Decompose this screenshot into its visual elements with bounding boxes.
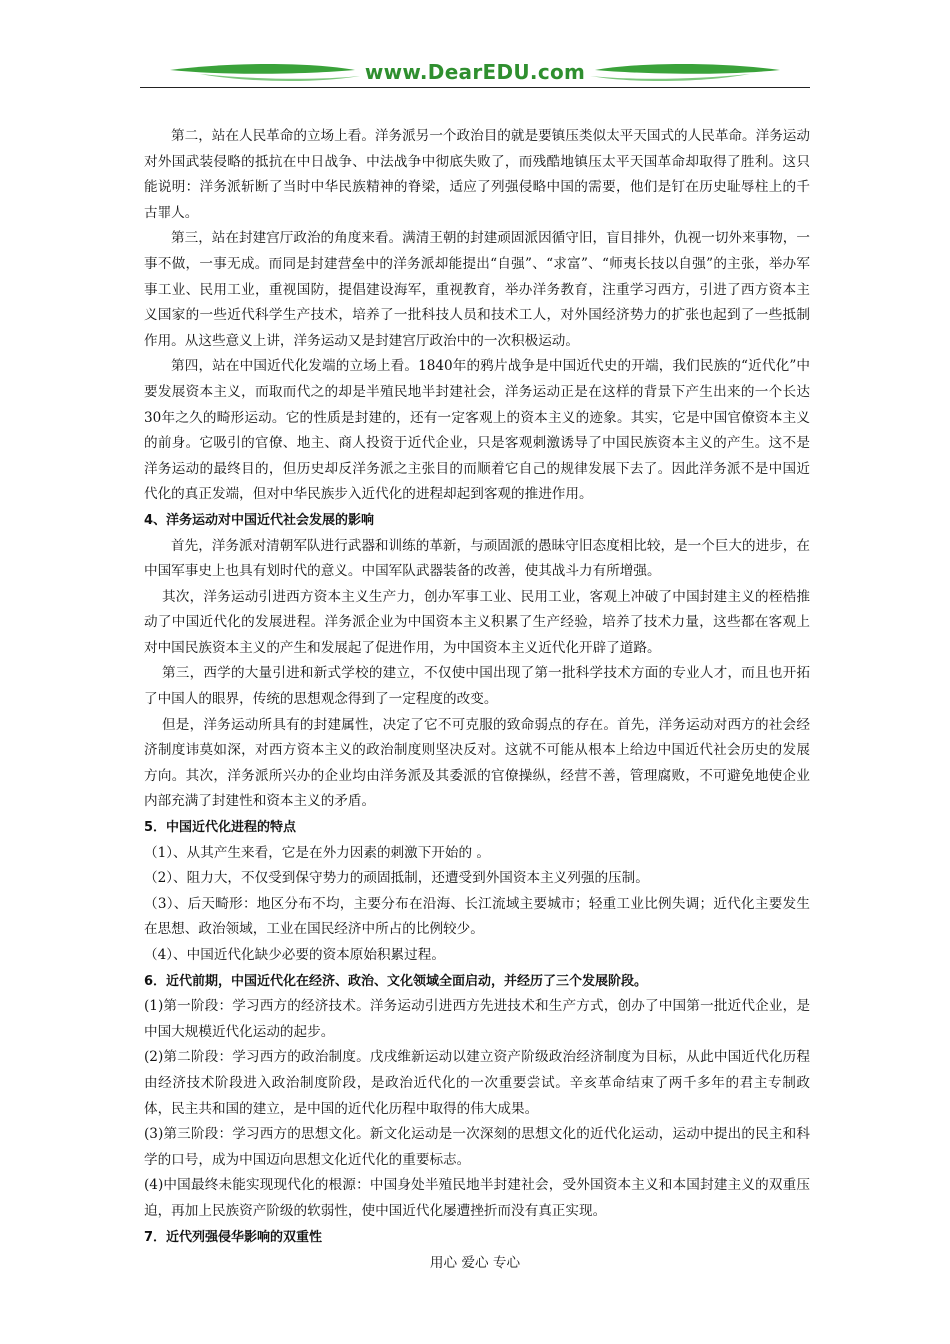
document-body — [144, 124, 810, 1250]
paragraph: (2)第二阶段：学习西方的政治制度。戊戌维新运动以建立资产阶级政治经济制度为目标，从此中国近代化历程由经济技术阶段进入政治制度阶段，是政治近代化的一次重要尝试。辛亥革命结束了两千多年的君主专制政体，民主共和国的建立，是中国的近代化历程中取得的伟大成果。 — [144, 1049, 810, 1117]
paragraph: 首先，洋务派对清朝军队进行武器和训练的革新，与顽固派的愚昧守旧态度相比较，是一个巨大的进步，在中国军事史上也具有划时代的意义。中国军队武器装备的改善，使其战斗力有所增强。 — [144, 537, 810, 580]
page-footer: 用心 爱心 专心 — [429, 1255, 521, 1271]
site-logo-text: www.DearEDU.com — [364, 60, 586, 84]
paragraph: 第三，西学的大量引进和新式学校的建立，不仅使中国出现了第一批科学技术方面的专业人才，而且也开拓了中国人的眼界，传统的思想观念得到了一定程度的改变。 — [144, 665, 810, 708]
paragraph: 其次，洋务运动引进西方资本主义生产力，创办军事工业、民用工业，客观上冲破了中国封建主义的桎梏推动了中国近代化的发展进程。洋务派企业为中国资本主义积累了生产经验，培养了技术力量，这些都在客观上对中国民族资本主义的产生和发展起了促进作用，为中国资本主义近代化开辟了道路。 — [144, 588, 810, 656]
paragraph: 第二，站在人民革命的立场上看。洋务派另一个政治目的就是要镇压类似太平天国式的人民革命。洋务运动对外国武装侵略的抵抗在中日战争、中法战争中彻底失败了，而残酷地镇压太平天国革命却取得了胜利。这只能说明：洋务派斩断了当时中华民族精神的脊梁，适应了列强侵略中国的需要，他们是钉在历史耻辱柱上的千古罪人。 — [144, 128, 810, 221]
section-heading: 4、洋务运动对中国近代社会发展的影响 — [144, 512, 375, 528]
header-divider — [140, 87, 810, 88]
paragraph: 但是，洋务运动所具有的封建属性，决定了它不可克服的致命弱点的存在。首先，洋务运动对西方的社会经济制度讳莫如深，对西方资本主义的政治制度则坚决反对。这就不可能从根本上给边中国近代社会历史的发展方向。其次，洋务派所兴办的企业均由洋务派及其委派的官僚操纵，经营不善，管理腐败，不可避免地使企业内部充满了封建性和资本主义的矛盾。 — [144, 716, 810, 810]
paragraph: (3)第三阶段：学习西方的思想文化。新文化运动是一次深刻的思想文化的近代化运动，运动中提出的民主和科学的口号，成为中国迈向思想文化近代化的重要标志。 — [144, 1126, 810, 1168]
paragraph: （1）、从其产生来看，它是在外力因素的刺激下开始的 。 — [144, 844, 491, 861]
paragraph: 第四，站在中国近代化发端的立场上看。1840年的鸦片战争是中国近代史的开端，我们民族的“近代化”中要发展资本主义，而取而代之的却是半殖民地半封建社会，洋务运动正是在这样的背景下产生出来的一个长达30年之久的畸形运动。它的性质是封建的，还有一定客观上的资本主义的迹象。其实，它是中国官僚资本主义的前身。它吸引的官僚、地主、商人投资于近代企业，只是客观刺激诱导了中国民族资本主义的产生。这不是洋务运动的最终目的，但历史却反洋务派之主张目的而顺着它自己的规律发展下去了。因此洋务派不是中国近代化的真正发端，但对中华民族步入近代化的进程却起到客观的推进作用。 — [144, 358, 810, 503]
paragraph: 第三，站在封建宫厅政治的角度来看。满清王朝的封建顽固派因循守旧，盲目排外，仇视一切外来事物，一事不做，一事无成。而同是封建营垒中的洋务派却能提出“自强”、“求富”、“师夷长技以自强”的主张，举办军事工业、民用工业，重视国防，提倡建设海军，重视教育，举办洋务教育，注重学习西方，引进了西方资本主义国家的一些近代科学生产技术，培养了一批科技人员和技术工人，对外国经济势力的扩张也起到了一些抵制作用。从这些意义上讲，洋务运动又是封建宫厅政治中的一次积极运动。 — [144, 230, 810, 349]
paragraph: （3）、后天畸形：地区分布不均，主要分布在沿海、长江流域主要城市；轻重工业比例失调；近代化主要发生在思想、政治领域，工业在国民经济中所占的比例较少。 — [144, 895, 810, 938]
section-heading: 7．近代列强侵华影响的双重性 — [144, 1229, 323, 1245]
paragraph: (4)中国最终未能实现现代化的根源：中国身处半殖民地半封建社会，受外国资本主义和本国封建主义的双重压迫，再加上民族资产阶级的软弱性，使中国近代化屡遭挫折而没有真正实现。 — [144, 1177, 810, 1219]
paragraph: （4）、中国近代化缺少必要的资本原始积累过程。 — [144, 947, 445, 963]
section-heading: 6．近代前期，中国近代化在经济、政治、文化领域全面启动，并经历了三个发展阶段。 — [144, 973, 648, 989]
section-heading: 5．中国近代化进程的特点 — [144, 820, 297, 836]
paragraph: （2）、阻力大，不仅受到保守势力的顽固抵制，还遭受到外国资本主义列强的压制。 — [144, 870, 649, 887]
paragraph: (1)第一阶段：学习西方的经济技术。洋务运动引进西方先进技术和生产方式，创办了中国第一批近代企业，是中国大规模近代化运动的起步。 — [144, 998, 810, 1040]
page-header — [140, 56, 810, 96]
